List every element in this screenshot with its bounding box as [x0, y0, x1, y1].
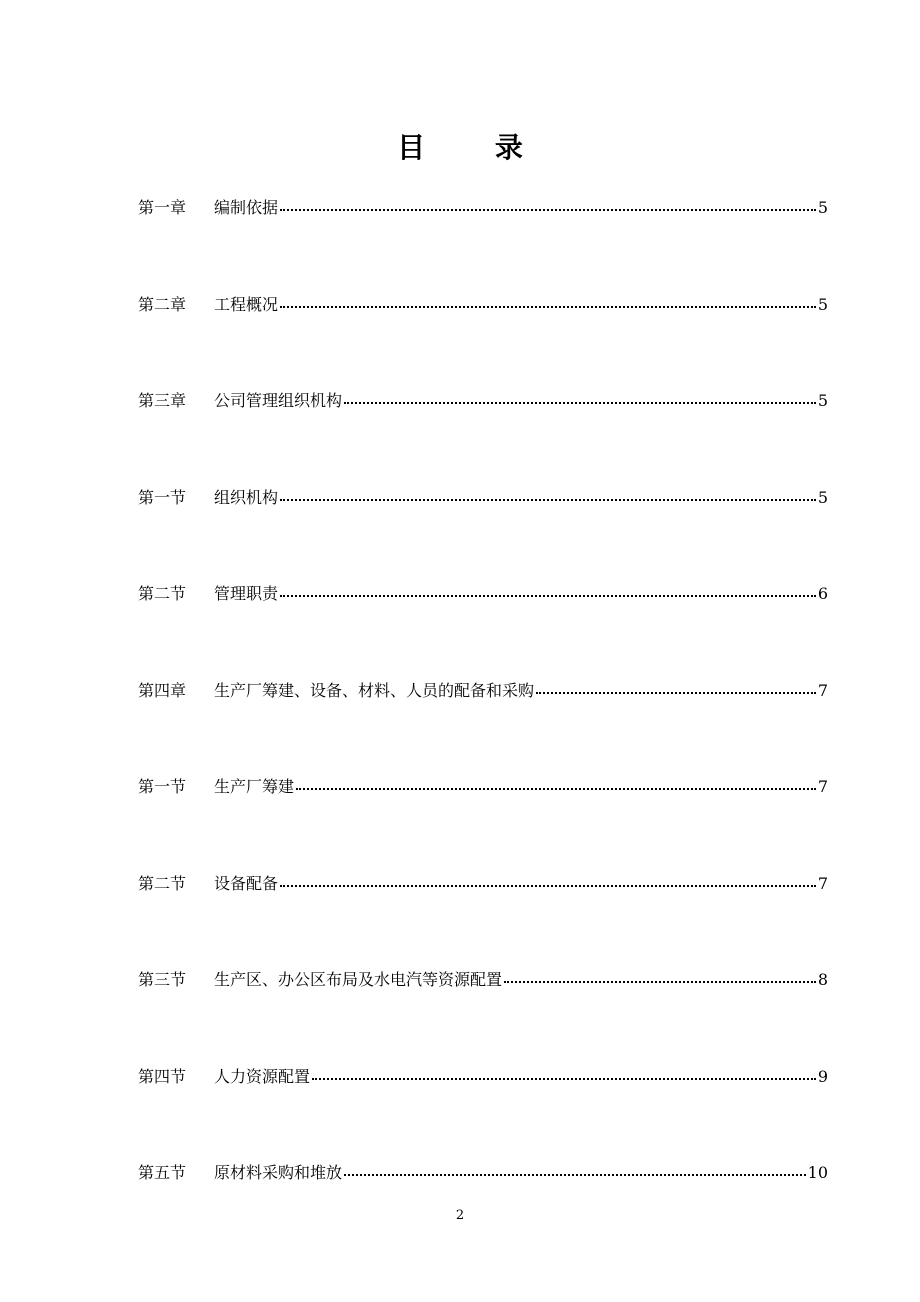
- toc-entry[interactable]: [138, 1155, 828, 1252]
- toc-entry[interactable]: [138, 1059, 828, 1156]
- toc-entry-page: 5: [817, 294, 828, 314]
- toc-entry-label: 第一节: [138, 777, 187, 796]
- toc-dot-leader: [504, 969, 816, 985]
- toc-entry[interactable]: [138, 383, 828, 480]
- toc-entry-text: 组织机构: [214, 487, 279, 507]
- toc-title: 目 录: [397, 131, 553, 164]
- toc-entry-text: 设备配备: [214, 873, 279, 893]
- toc-entry[interactable]: [138, 576, 828, 673]
- toc-entry-text: 编制依据: [214, 198, 279, 217]
- toc-dot-leader: [536, 680, 816, 696]
- toc-entry-page: 8: [817, 970, 828, 989]
- toc-entry-label: 第四节: [138, 1066, 187, 1086]
- toc-entry[interactable]: [138, 287, 828, 384]
- toc-entry-page: 5: [817, 487, 828, 507]
- toc-entry-label: 第五节: [138, 1163, 187, 1182]
- toc-entry-page: 9: [817, 1066, 828, 1086]
- toc-entry-label: 第二节: [138, 873, 187, 893]
- toc-dot-leader: [280, 873, 816, 889]
- toc-entry-page: 5: [817, 198, 828, 217]
- toc-entry-text: 人力资源配置: [214, 1066, 311, 1086]
- toc-entry-page: 7: [817, 777, 828, 796]
- toc-dot-leader: [280, 487, 816, 503]
- toc-entry[interactable]: [138, 866, 828, 963]
- toc-dot-leader: [344, 390, 816, 406]
- toc-entry[interactable]: [138, 190, 828, 287]
- toc-entry-page: 7: [817, 680, 828, 700]
- toc-dot-leader: [296, 776, 816, 792]
- toc-entry-page: 5: [817, 391, 828, 410]
- toc-dot-leader: [312, 1066, 816, 1082]
- toc-entry-text: 公司管理组织机构: [214, 391, 343, 410]
- toc-entry-page: 10: [807, 1163, 828, 1182]
- toc-dot-leader: [280, 294, 816, 310]
- toc-entry-text: 管理职责: [214, 584, 279, 603]
- toc-entry-label: 第三节: [138, 970, 187, 989]
- page-number: 2: [455, 1208, 465, 1223]
- toc-dot-leader: [280, 197, 816, 213]
- toc-entry-label: 第一章: [138, 198, 187, 217]
- toc-list: [138, 190, 828, 1252]
- toc-entry-text: 生产厂筹建、设备、材料、人员的配备和采购: [214, 680, 535, 700]
- toc-entry[interactable]: [138, 769, 828, 866]
- toc-entry-text: 生产区、办公区布局及水电汽等资源配置: [214, 970, 503, 989]
- toc-entry-label: 第一节: [138, 487, 187, 507]
- toc-entry-text: 工程概况: [214, 294, 279, 314]
- toc-entry[interactable]: [138, 962, 828, 1059]
- toc-entry-page: 7: [817, 873, 828, 893]
- toc-entry-text: 生产厂筹建: [214, 777, 295, 796]
- toc-entry-text: 原材料采购和堆放: [214, 1163, 343, 1182]
- toc-dot-leader: [280, 583, 816, 599]
- toc-entry-page: 6: [817, 584, 828, 603]
- toc-entry[interactable]: [138, 673, 828, 770]
- toc-entry[interactable]: [138, 480, 828, 577]
- toc-dot-leader: [344, 1162, 806, 1178]
- toc-entry-label: 第四章: [138, 680, 187, 700]
- toc-entry-label: 第三章: [138, 391, 187, 410]
- toc-entry-label: 第二章: [138, 294, 187, 314]
- toc-entry-label: 第二节: [138, 584, 187, 603]
